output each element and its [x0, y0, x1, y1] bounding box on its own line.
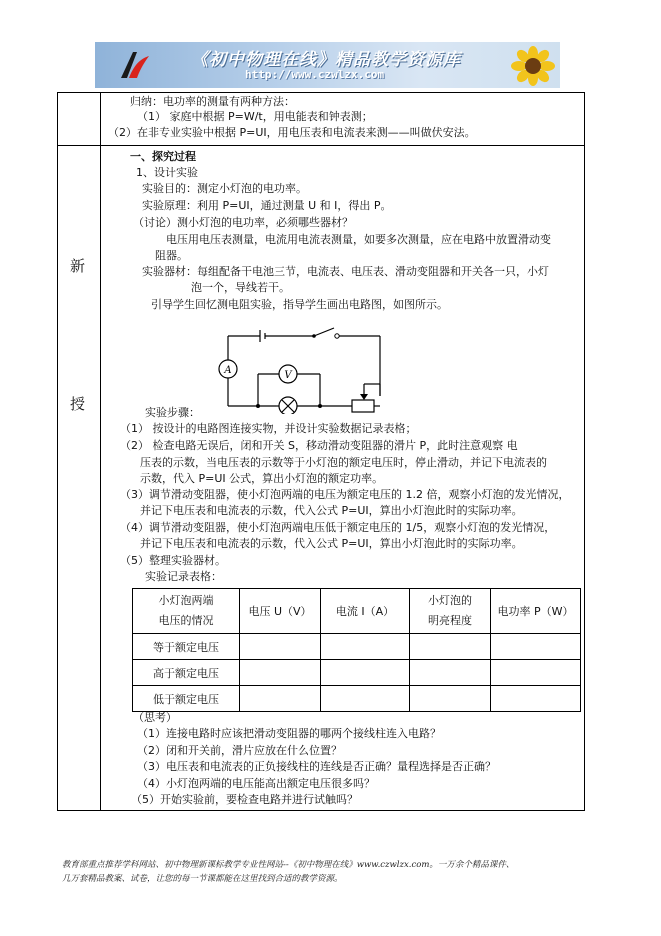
- question-2: （2）闭和开关前，滑片应放在什么位置？: [137, 744, 342, 757]
- page-footer: [62, 858, 514, 886]
- question-1: （1）连接电路时应该把滑动变阻器的哪两个接线柱连入电路？: [137, 727, 441, 740]
- side-label-xin: 新: [70, 257, 86, 275]
- table-cell: [410, 634, 491, 660]
- discussion-answer-1: 电压用电压表测量，电流用电流表测量，如要多次测量，应在电路中放置滑动变: [166, 233, 551, 246]
- site-banner: [95, 42, 560, 88]
- footer-line-1: 教育部重点推荐学科网站、初中物理新课标教学专业性网站--《初中物理在线》www.czwlzx.com。一万余个精品课件、: [62, 860, 515, 870]
- table-cell: [321, 660, 410, 686]
- section-heading: 一、探究过程: [130, 150, 196, 163]
- question-5: （5）开始实验前，要检查电路并进行试触吗？: [131, 793, 358, 806]
- experiment-purpose: 实验目的：测定小灯泡的电功率。: [142, 182, 307, 195]
- step-2-line-1: （2） 检查电路无误后，闭和开关 S，移动滑动变阻器的滑片 P，此时注意观察 电: [120, 439, 518, 452]
- question-4: （4）小灯泡两端的电压能高出额定电压很多吗？: [137, 777, 375, 790]
- summary-line-2: （1） 家庭中根据 P=W/t，用电能表和钟表测；: [137, 110, 373, 123]
- experiment-principle: 实验原理：利用 P=UI，通过测量 U 和 I，得出 P。: [142, 199, 392, 212]
- design-step: 1、设计实验: [136, 166, 198, 179]
- step-1: （1） 按设计的电路图连接实物，并设计实验数据记录表格；: [120, 422, 417, 435]
- table-cell: [321, 634, 410, 660]
- table-row: [133, 660, 581, 686]
- step-2-line-2: 压表的示数，当电压表的示数等于小灯泡的额定电压时，停止滑动，并记下电流表的: [140, 456, 547, 469]
- discussion-question: （讨论）测小灯泡的电功率，必须哪些器材？: [133, 216, 353, 229]
- row-divider: [57, 145, 584, 146]
- lamp-icon: [279, 397, 297, 414]
- step-4-line-2: 并记下电压表和电流表的示数，代入公式 P=UI，算出小灯泡此时的实际功率。: [140, 537, 523, 550]
- thinking-title: （思考）: [133, 711, 177, 724]
- step-3-line-2: 并记下电压表和电流表的示数，代入公式 P=UI，算出小灯泡此时的实际功率。: [140, 504, 523, 517]
- table-cell: [240, 686, 321, 712]
- circuit-diagram: [212, 322, 387, 414]
- equipment-line-2: 泡一个，导线若干。: [191, 281, 290, 294]
- side-label-shou: 授: [70, 395, 86, 413]
- header-cell: 小灯泡两端 电压的情况: [133, 589, 240, 634]
- ammeter-label: A: [224, 365, 232, 376]
- discussion-answer-2: 阻器。: [155, 249, 188, 262]
- sunflower-icon: [510, 46, 556, 86]
- banner-title: 《初中物理在线》精品教学资源库: [191, 50, 461, 70]
- table-row: [133, 686, 581, 712]
- table-cell: [491, 660, 581, 686]
- guide-text: 引导学生回忆测电阻实验，指导学生画出电路图，如图所示。: [151, 298, 448, 311]
- question-3: （3）电压表和电流表的正负接线柱的连线是否正确？量程选择是否正确？: [137, 760, 496, 773]
- voltmeter-label: V: [284, 370, 292, 381]
- header-cell: 电流 I（A）: [321, 589, 410, 634]
- row-label: 低于额定电压: [133, 686, 240, 712]
- equipment-line-1: 实验器材：每组配备干电池三节，电流表、电压表、滑动变阻器和开关各一只，小灯: [142, 265, 549, 278]
- table-cell: [240, 634, 321, 660]
- table-cell: [240, 660, 321, 686]
- table-header-row: [133, 589, 581, 634]
- table-cell: [321, 686, 410, 712]
- record-table: [132, 588, 581, 712]
- footer-line-2: 几万套精品教案、试卷，让您的每一节课都能在这里找到合适的教学资源。: [62, 874, 343, 884]
- table-cell: [491, 634, 581, 660]
- banner-url[interactable]: http://www.czwlzx.com: [245, 68, 385, 81]
- step-2-line-3: 示数，代入 P=UI 公式，算出小灯泡的额定功率。: [140, 472, 384, 485]
- site-logo-icon: [117, 48, 151, 82]
- summary-line-3: （2）在非专业实验中根据 P=UI，用电压表和电流表来测——叫做伏安法。: [108, 126, 476, 139]
- column-divider: [100, 92, 101, 810]
- step-3-line-1: （3）调节滑动变阻器，使小灯泡两端的电压为额定电压的 1.2 倍，观察小灯泡的发光情况，: [120, 488, 570, 501]
- table-row: [133, 634, 581, 660]
- table-title: 实验记录表格：: [145, 570, 222, 583]
- row-label: 等于额定电压: [133, 634, 240, 660]
- row-label: 高于额定电压: [133, 660, 240, 686]
- header-cell: 小灯泡的 明亮程度: [410, 589, 491, 634]
- table-cell: [410, 660, 491, 686]
- steps-title: 实验步骤：: [145, 406, 200, 419]
- step-4-line-1: （4）调节滑动变阻器，使小灯泡两端电压低于额定电压的 1/5，观察小灯泡的发光情况，: [120, 521, 556, 534]
- header-cell: 电功率 P（W）: [491, 589, 581, 634]
- summary-line-1: 归纳：电功率的测量有两种方法：: [130, 95, 295, 108]
- table-cell: [491, 686, 581, 712]
- table-cell: [410, 686, 491, 712]
- step-5: （5）整理实验器材。: [120, 554, 226, 567]
- header-cell: 电压 U（V）: [240, 589, 321, 634]
